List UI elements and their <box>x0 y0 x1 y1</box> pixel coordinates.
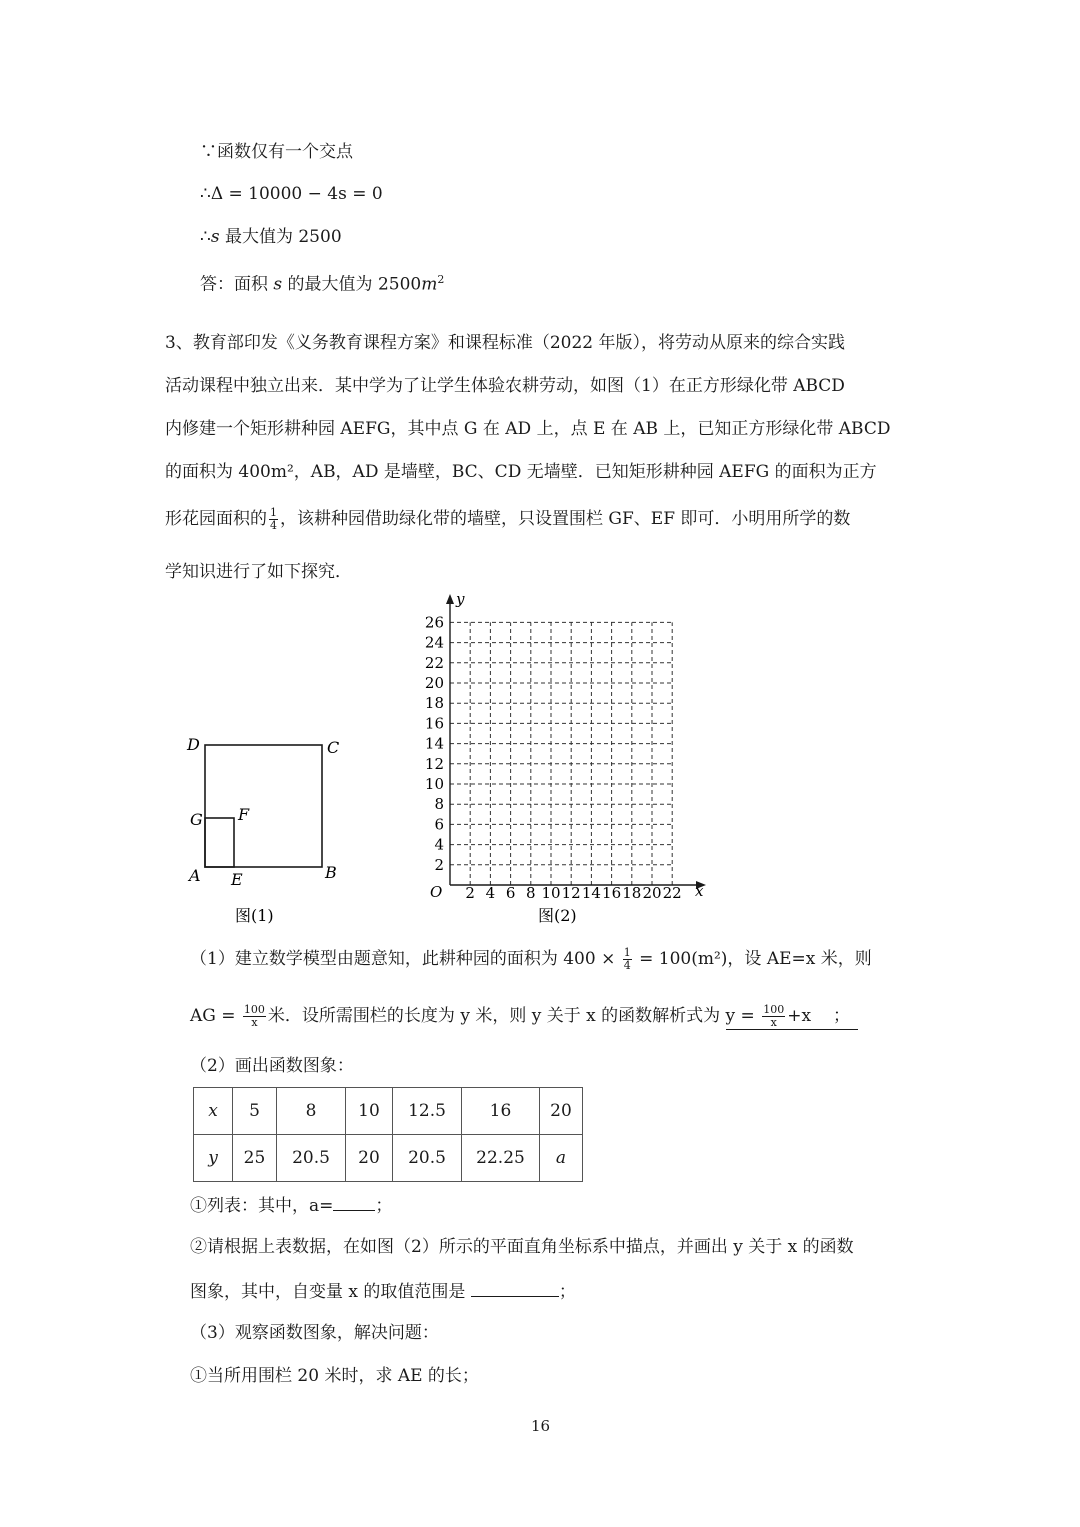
solution-line-2: ∴Δ = 10000 − 4s = 0 <box>200 184 383 204</box>
figure-2 <box>410 590 720 930</box>
x-tick-label: 14 <box>581 884 601 902</box>
x-tick-label: 22 <box>662 884 682 902</box>
y-tick-label: 4 <box>434 835 444 854</box>
figure-2-caption: 图(2) <box>538 906 577 925</box>
label-c: C <box>327 738 340 757</box>
y-tick-label: 26 <box>424 613 444 632</box>
x-tick-label: 4 <box>485 884 496 902</box>
grid-lines <box>450 622 672 885</box>
x-tick-label: 16 <box>602 884 622 902</box>
x-tick-label: 20 <box>642 884 662 902</box>
table-row-y <box>194 1135 583 1182</box>
y-tick-label: 24 <box>424 633 444 652</box>
label-a: A <box>189 866 201 885</box>
answer-blank-a[interactable] <box>333 1192 375 1211</box>
label-f: F <box>238 805 250 824</box>
y-tick-label: 22 <box>424 653 444 672</box>
solution-line-3: ∴s 最大值为 2500 <box>200 227 342 247</box>
part1-line-1: （1）建立数学模型由题意知，此耕种园的面积为 400 × $\frac{1}{4}$ = 100(m²)，设 AE=x 米，则 <box>190 946 872 972</box>
y-tick-label: 14 <box>424 734 444 753</box>
y-tick-label: 6 <box>434 815 444 834</box>
solution-answer: 答：面积 s 的最大值为 $2500m^2$ <box>200 273 445 295</box>
x-tick-label: 12 <box>561 884 581 902</box>
table-cell: a <box>540 1135 583 1182</box>
x-tick-labels <box>465 884 681 902</box>
table-cell: 20 <box>540 1088 583 1135</box>
part2-question-2-line-1: ②请根据上表数据，在如图（2）所示的平面直角坐标系中描点，并画出 y 关于 x 的函数 <box>190 1237 854 1257</box>
part2-question-1: ①列表：其中，a= ； <box>190 1192 392 1218</box>
table-cell: x <box>194 1088 233 1135</box>
problem-line-6: 学知识进行了如下探究． <box>165 562 352 582</box>
function-answer: y = $\frac{100}{x}$ +x ； <box>726 1004 859 1030</box>
part3-question-1: ①当所用围栏 20 米时，求 AE 的长； <box>190 1366 479 1386</box>
problem-line-2: 活动课程中独立出来．某中学为了让学生体验农耕劳动，如图（1）在正方形绿化带 ABCD <box>165 376 845 396</box>
rectangle-aefg <box>205 818 234 867</box>
x-axis-label: x <box>695 882 704 900</box>
y-tick-label: 16 <box>424 714 444 733</box>
figure-1-caption: 图(1) <box>235 906 274 925</box>
answer-blank-range[interactable] <box>471 1278 559 1297</box>
problem-line-5: 形花园面积的 $\frac{1}{4}$ ，该耕种园借助绿化带的墙壁，只设置围栏 GF、EF 即可．小明用所学的数 <box>165 506 851 532</box>
table-cell: 12.5 <box>393 1088 462 1135</box>
fraction-one-quarter-2: $\frac{1}{4}$ <box>623 946 631 972</box>
table-cell: 20.5 <box>393 1135 462 1182</box>
problem-line-4: 的面积为 400m²，AB，AD 是墙壁，BC、CD 无墙壁．已知矩形耕种园 AEFG 的面积为正方 <box>165 462 877 482</box>
problem-line-3: 内修建一个矩形耕种园 AEFG，其中点 G 在 AD 上，点 E 在 AB 上，已知正方形绿化带 ABCD <box>165 419 891 439</box>
y-tick-label: 20 <box>424 674 444 692</box>
problem-line-1: 3、教育部印发《义务教育课程方案》和课程标准（2022 年版），将劳动从原来的综合实践 <box>165 333 845 353</box>
table-cell: 5 <box>233 1088 277 1135</box>
y-tick-label: 2 <box>434 855 444 874</box>
table-cell: 10 <box>346 1088 393 1135</box>
square-abcd <box>205 745 322 867</box>
table-row-x <box>194 1088 583 1135</box>
table-cell: 22.25 <box>462 1135 540 1182</box>
x-tick-label: 18 <box>622 884 642 902</box>
table-cell: 8 <box>277 1088 346 1135</box>
table-cell: 16 <box>462 1088 540 1135</box>
figure-1 <box>180 730 350 930</box>
label-e: E <box>231 870 243 889</box>
label-b: B <box>325 863 337 882</box>
origin-label: O <box>430 883 443 901</box>
y-tick-labels <box>425 613 444 873</box>
label-g: G <box>190 810 203 829</box>
y-axis-label: y <box>456 590 465 608</box>
y-tick-label: 10 <box>424 775 444 793</box>
x-tick-label: 2 <box>465 884 475 902</box>
y-tick-label: 8 <box>434 795 444 814</box>
fraction-one-quarter: $\frac{1}{4}$ <box>270 506 277 532</box>
table-cell: 20.5 <box>277 1135 346 1182</box>
y-tick-label: 18 <box>424 694 444 713</box>
y-axis-arrow <box>446 594 454 604</box>
table-cell: 20 <box>346 1135 393 1182</box>
fraction-100-over-x-answer: $\frac{100}{x}$ <box>763 1003 785 1029</box>
x-tick-label: 10 <box>541 884 561 902</box>
x-tick-label: 8 <box>526 884 536 902</box>
x-tick-label: 6 <box>505 884 516 902</box>
part2-heading: （2）画出函数图象： <box>190 1056 354 1076</box>
page-number: 16 <box>531 1417 551 1435</box>
fraction-100-over-x: $\frac{100}{x}$ <box>243 1003 265 1029</box>
table-cell: 25 <box>233 1135 277 1182</box>
label-d: D <box>187 735 200 754</box>
table-cell: y <box>194 1135 233 1182</box>
part2-question-2-line-2: 图象，其中，自变量 x 的取值范围是 ； <box>190 1278 576 1304</box>
solution-line-1: ∵函数仅有一个交点 <box>200 142 353 162</box>
value-table <box>193 1087 583 1182</box>
y-tick-label: 12 <box>424 754 444 773</box>
part1-line-2: AG = $\frac{100}{x}$ 米．设所需围栏的长度为 y 米，则 y 关于 x 的函数解析式为 y = $\frac{100}{x}$ +x ； <box>190 1004 858 1030</box>
part3-heading: （3）观察函数图象，解决问题： <box>190 1323 439 1343</box>
